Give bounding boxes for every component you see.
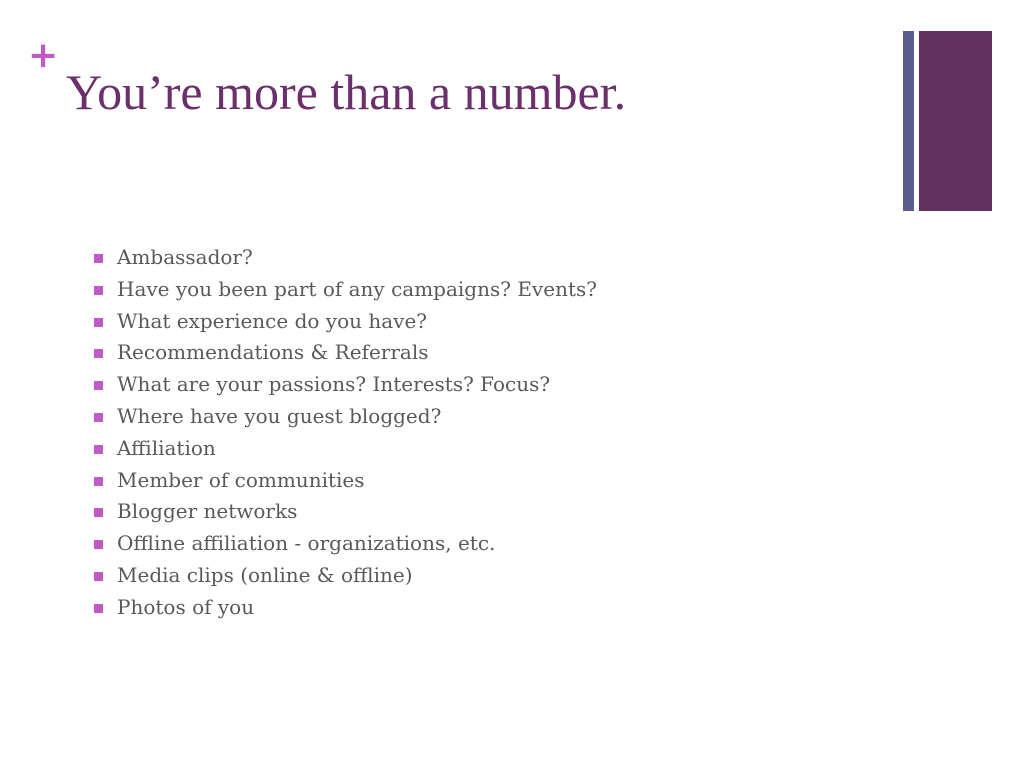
square-bullet-icon: [94, 572, 103, 581]
list-item: [94, 560, 597, 592]
list-item: [94, 306, 597, 338]
square-bullet-icon: [94, 508, 103, 517]
list-item-text: Affiliation: [117, 435, 216, 460]
square-bullet-icon: [94, 349, 103, 358]
square-bullet-icon: [94, 318, 103, 327]
square-bullet-icon: [94, 413, 103, 422]
bullet-list: [94, 242, 597, 624]
list-item-text: Where have you guest blogged?: [117, 403, 442, 428]
list-item-text: Offline affiliation - organizations, etc.: [117, 531, 496, 556]
list-item-text: What are your passions? Interests? Focus?: [117, 372, 551, 397]
list-item: [94, 401, 597, 433]
list-item: [94, 528, 597, 560]
plus-icon: +: [28, 35, 59, 76]
list-item-text: Recommendations & Referrals: [117, 340, 429, 365]
decorative-bar-thin: [903, 31, 914, 211]
square-bullet-icon: [94, 445, 103, 454]
square-bullet-icon: [94, 254, 103, 263]
list-item-text: Photos of you: [117, 594, 255, 619]
list-item: [94, 496, 597, 528]
list-item-text: Media clips (online & offline): [117, 562, 413, 587]
square-bullet-icon: [94, 477, 103, 486]
square-bullet-icon: [94, 604, 103, 613]
list-item: [94, 369, 597, 401]
list-item-text: Ambassador?: [117, 245, 253, 269]
list-item-text: Have you been part of any campaigns? Events?: [117, 276, 597, 301]
square-bullet-icon: [94, 286, 103, 295]
decorative-bar-wide: [919, 31, 992, 211]
list-item: [94, 592, 597, 624]
list-item: [94, 465, 597, 497]
list-item-text: Blogger networks: [117, 499, 298, 524]
list-item: [94, 433, 597, 465]
square-bullet-icon: [94, 381, 103, 390]
list-item: [94, 274, 597, 306]
list-item-text: Member of communities: [117, 467, 365, 492]
square-bullet-icon: [94, 540, 103, 549]
list-item: [94, 242, 597, 274]
slide-title: You’re more than a number.: [66, 64, 627, 120]
list-item: [94, 337, 597, 369]
list-item-text: What experience do you have?: [117, 308, 428, 333]
